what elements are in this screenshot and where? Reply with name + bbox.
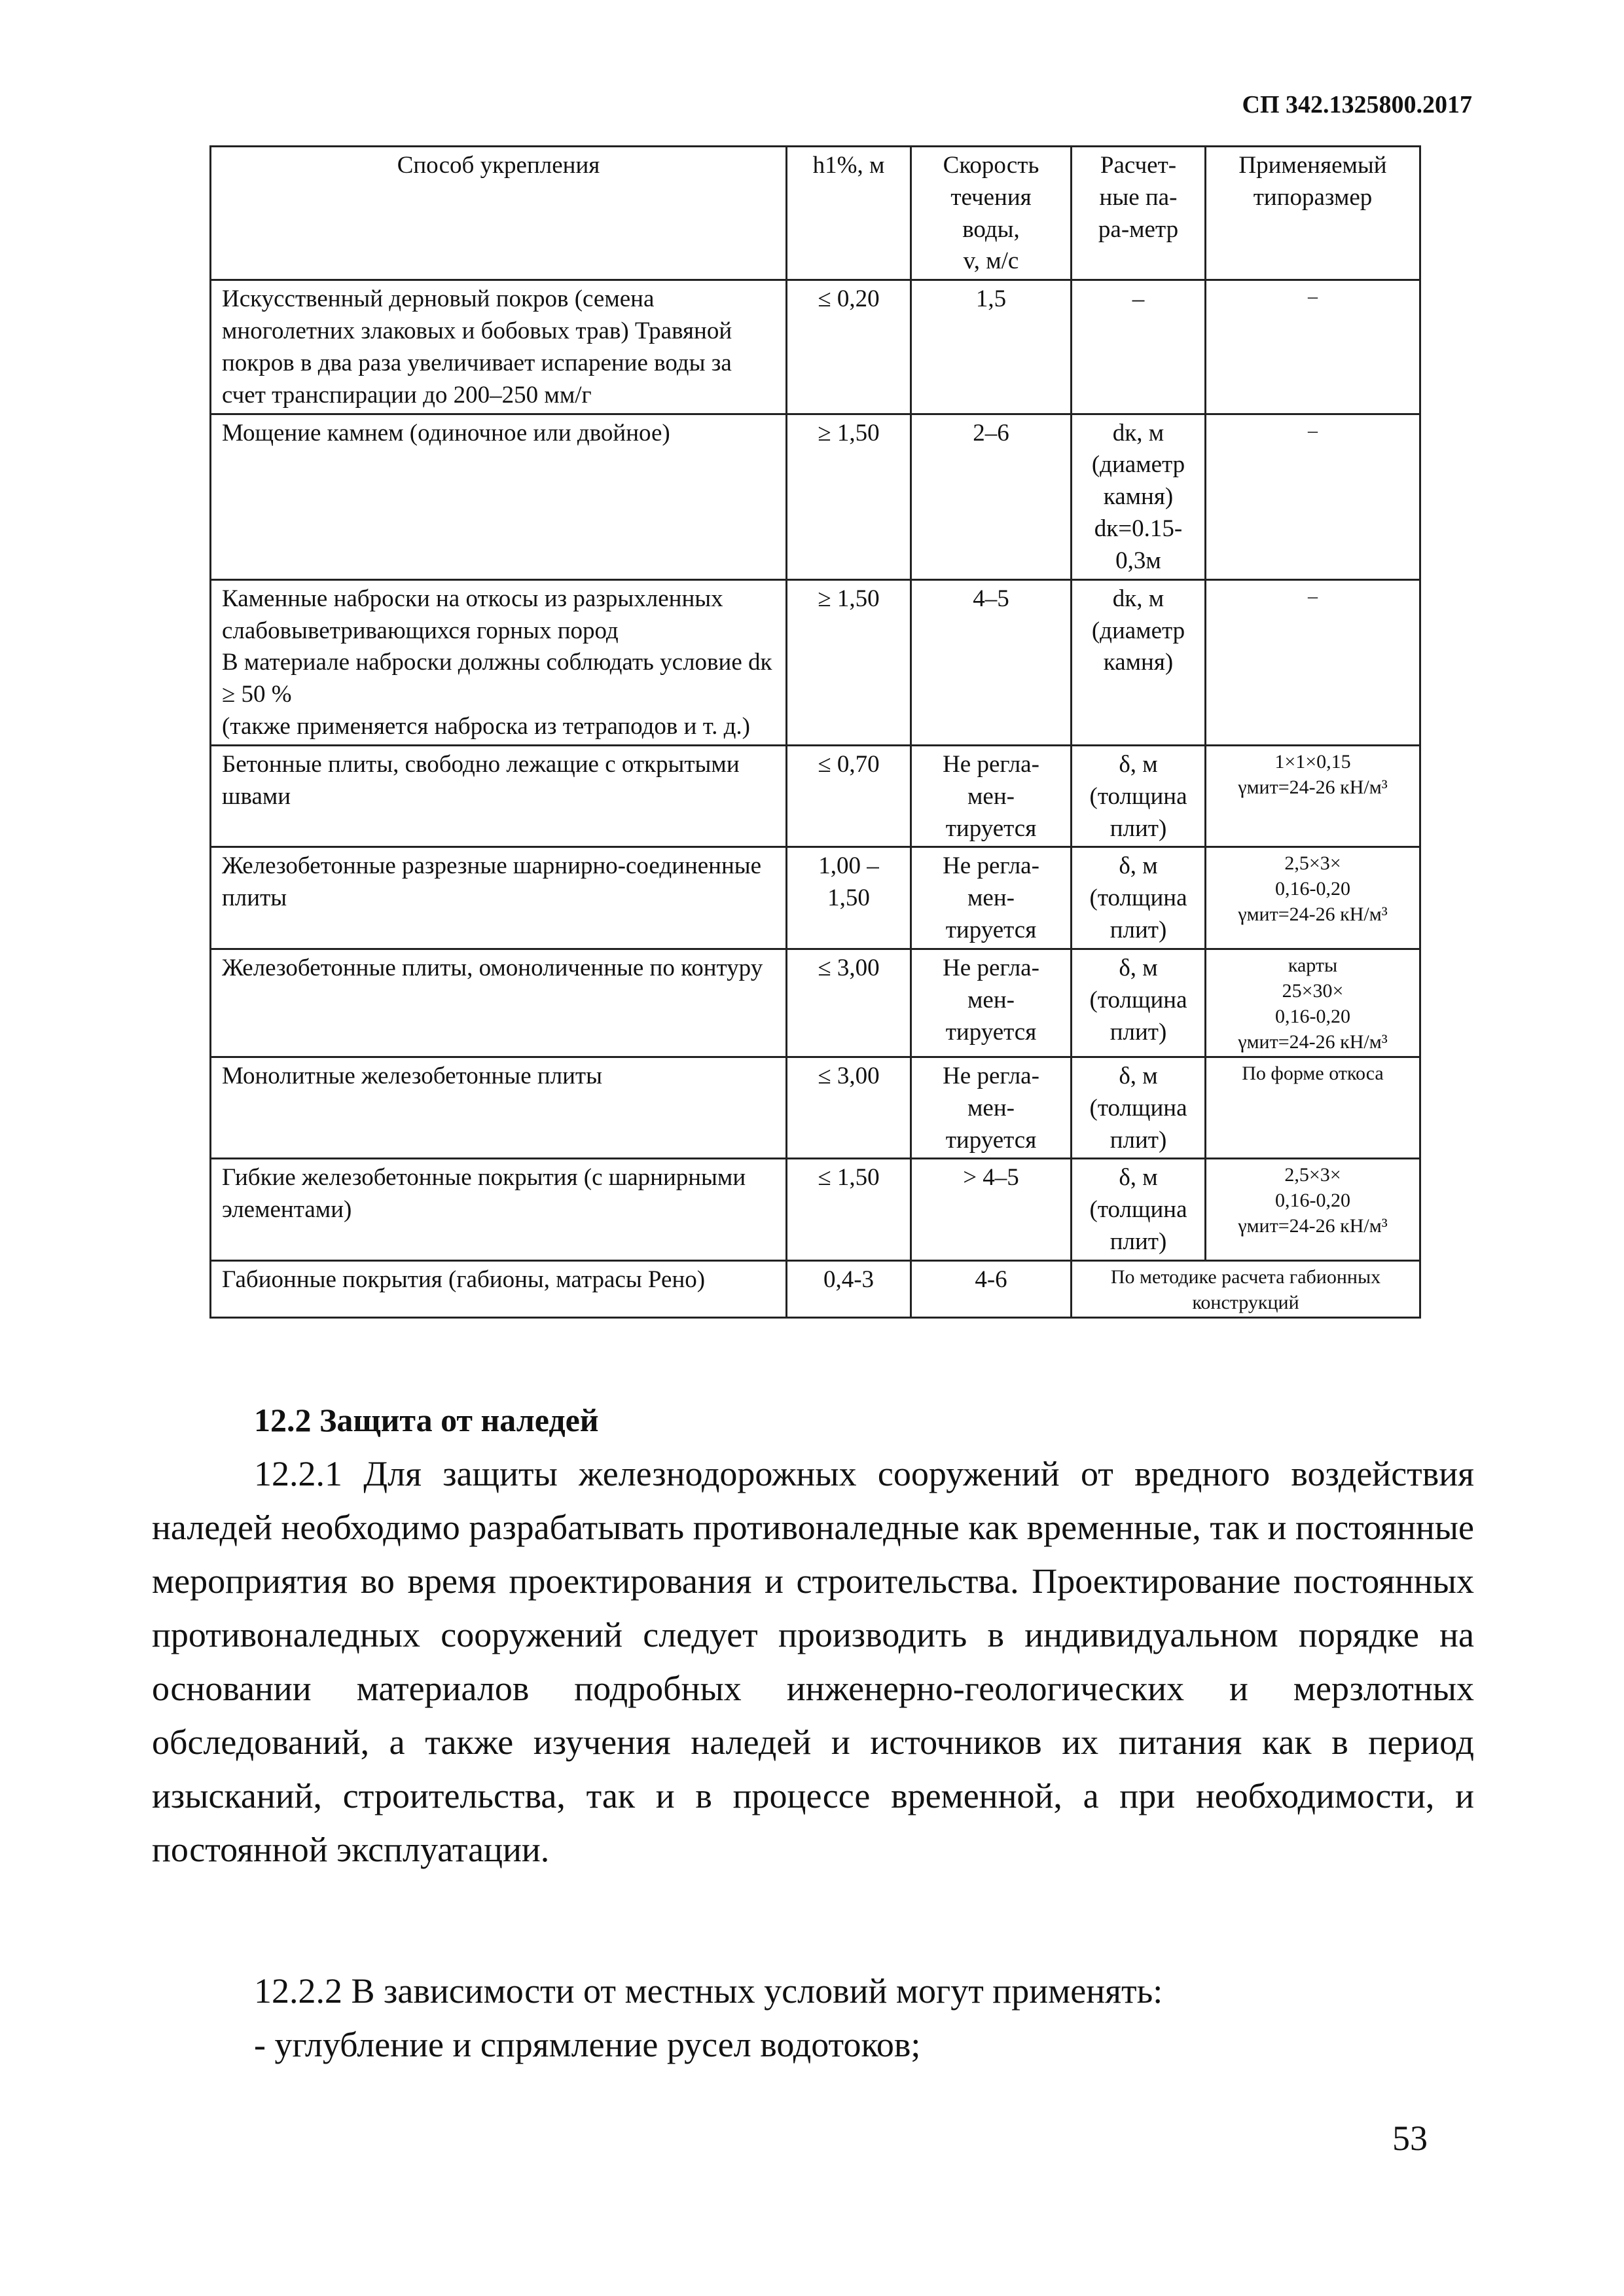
column-header-method: Способ укрепления: [211, 147, 787, 280]
method-cell: Габионные покрытия (габионы, матрасы Рено): [211, 1260, 787, 1317]
velocity-cell: Не регла- мен- тируется: [911, 949, 1072, 1057]
velocity-cell: 2–6: [911, 414, 1072, 579]
size-cell: –: [1206, 579, 1420, 745]
method-cell: Каменные наброски на откосы из разрыхленных слабовыветривающихся горных пород В материале наброски должны соблюдать условие dк ≥ 50 % (также применяется наброска из тетраподов и т. д.): [211, 579, 787, 745]
method-cell: Железобетонные плиты, омоноличенные по контуру: [211, 949, 787, 1057]
height-cell: ≤ 0,20: [787, 280, 911, 414]
table-row: [211, 414, 1420, 579]
velocity-cell: Не регла- мен- тируется: [911, 745, 1072, 847]
height-cell: ≥ 1,50: [787, 579, 911, 745]
parameter-cell: δ, м (толщина плит): [1072, 1159, 1206, 1260]
merged-method-cell: По методике расчета габионных конструкций: [1072, 1260, 1420, 1317]
size-cell: карты 25×30× 0,16-0,20 γмит=24-26 кН/м³: [1206, 949, 1420, 1057]
table-row: [211, 280, 1420, 414]
method-cell: Мощение камнем (одиночное или двойное): [211, 414, 787, 579]
height-cell: ≤ 0,70: [787, 745, 911, 847]
method-cell: Гибкие железобетонные покрытия (с шарнирными элементами): [211, 1159, 787, 1260]
height-cell: ≤ 3,00: [787, 949, 911, 1057]
list-item-channel-deepening: - углубление и спрямление русел водотоков;: [254, 2025, 921, 2064]
column-header-size: Применяемый типоразмер: [1206, 147, 1420, 280]
parameter-cell: dк, м (диаметр камня) dк=0.15- 0,3м: [1072, 414, 1206, 579]
table-row: [211, 1159, 1420, 1260]
height-cell: ≥ 1,50: [787, 414, 911, 579]
table-header-row: [211, 147, 1420, 280]
method-cell: Искусственный дерновый покров (семена многолетних злаковых и бобовых трав) Травяной покров в два раза увеличивает испарение воды за счет транспирации до 200–250 мм/г: [211, 280, 787, 414]
page-number: 53: [1392, 2119, 1428, 2158]
velocity-cell: Не регла- мен- тируется: [911, 847, 1072, 949]
size-cell: –: [1206, 280, 1420, 414]
height-cell: 1,00 – 1,50: [787, 847, 911, 949]
method-cell: Монолитные железобетонные плиты: [211, 1057, 787, 1158]
reinforcement-methods-table: [209, 145, 1421, 1319]
size-cell: 2,5×3× 0,16-0,20 γмит=24-26 кН/м³: [1206, 1159, 1420, 1260]
table-row: [211, 745, 1420, 847]
size-cell: По форме откоса: [1206, 1057, 1420, 1158]
parameter-cell: δ, м (толщина плит): [1072, 847, 1206, 949]
column-header-height: h1%, м: [787, 147, 911, 280]
velocity-cell: > 4–5: [911, 1159, 1072, 1260]
velocity-cell: 1,5: [911, 280, 1072, 414]
parameter-cell: δ, м (толщина плит): [1072, 1057, 1206, 1158]
paragraph-12-2-1: 12.2.1 Для защиты железнодорожных сооружений от вредного воздействия наледей необходимо разрабатывать противоналедные как временные, так и постоянные мероприятия во время проектирования и строительства. Проектирование постоянных противоналедных сооружений следует производить в индивидуальном порядке на основании материалов подробных инженерно-геологических и мерзлотных обследований, а также изучения наледей и источников их питания как в период изысканий, строительства, так и в процессе временной, а при необходимости, и постоянной эксплуатации.: [152, 1454, 1474, 1869]
height-cell: ≤ 1,50: [787, 1159, 911, 1260]
velocity-cell: 4–5: [911, 579, 1072, 745]
table-row: [211, 1057, 1420, 1158]
velocity-cell: Не регла- мен- тируется: [911, 1057, 1072, 1158]
velocity-cell: 4-6: [911, 1260, 1072, 1317]
table-row: [211, 1260, 1420, 1317]
column-header-velocity: Скорость течения воды, v, м/с: [911, 147, 1072, 280]
paragraph-12-2-2: 12.2.2 В зависимости от местных условий могут применять:: [254, 1971, 1163, 2011]
column-header-parameter: Расчет- ные па- ра-метр: [1072, 147, 1206, 280]
parameter-cell: δ, м (толщина плит): [1072, 949, 1206, 1057]
table-row: [211, 847, 1420, 949]
parameter-cell: δ, м (толщина плит): [1072, 745, 1206, 847]
method-cell: Железобетонные разрезные шарнирно-соединенные плиты: [211, 847, 787, 949]
document-code-header: СП 342.1325800.2017: [1242, 91, 1472, 118]
table-row: [211, 949, 1420, 1057]
height-cell: ≤ 3,00: [787, 1057, 911, 1158]
size-cell: 2,5×3× 0,16-0,20 γмит=24-26 кН/м³: [1206, 847, 1420, 949]
table-row: [211, 579, 1420, 745]
method-cell: Бетонные плиты, свободно лежащие с открытыми швами: [211, 745, 787, 847]
size-cell: –: [1206, 414, 1420, 579]
parameter-cell: dк, м (диаметр камня): [1072, 579, 1206, 745]
size-cell: 1×1×0,15 γмит=24-26 кН/м³: [1206, 745, 1420, 847]
section-heading: 12.2 Защита от наледей: [254, 1402, 599, 1438]
parameter-cell: –: [1072, 280, 1206, 414]
height-cell: 0,4-3: [787, 1260, 911, 1317]
